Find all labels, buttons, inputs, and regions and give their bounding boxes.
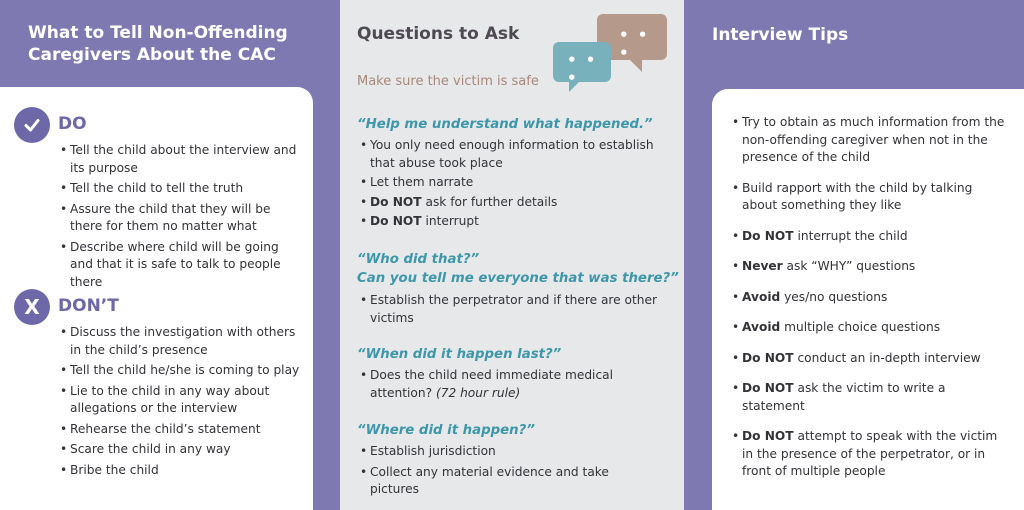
item-emphasis: Never: [742, 259, 783, 273]
list-item: [360, 174, 660, 192]
dont-heading: DON’T: [58, 296, 119, 316]
list-item: [360, 137, 660, 172]
list-item: [360, 194, 660, 212]
middle-column-title: Questions to Ask: [357, 24, 520, 44]
list-item: [732, 228, 1008, 246]
item-emphasis: Do NOT: [742, 381, 794, 395]
list-item: • Collect any material evidence and take pictures: [360, 464, 660, 499]
question-1-list: [360, 137, 660, 233]
item-text: Does the child need immediate medical attention?: [370, 368, 613, 400]
right-column-title: Interview Tips: [712, 25, 849, 45]
item-emphasis: Avoid: [742, 289, 781, 304]
item-note: (72 hour rule): [435, 385, 521, 400]
list-item: • Tell the child about the interview and its purpose: [60, 142, 300, 177]
item-emphasis: Avoid: [742, 320, 781, 334]
left-column-title: What to Tell Non-Offending Caregivers About the CAC: [28, 23, 288, 65]
check-icon: [14, 107, 50, 143]
x-icon: X: [14, 289, 50, 325]
item-text: You only need enough information to establish that abuse took place: [370, 138, 654, 170]
speech-bubble-tail: [628, 58, 642, 72]
item-emphasis: Do NOT: [370, 214, 422, 228]
item-text: Try to obtain as much information from the non-offending caregiver when not in the presence of the child: [742, 115, 1005, 164]
list-item: [732, 380, 1008, 415]
list-item: [732, 428, 1008, 481]
item-text: interrupt the child: [793, 228, 908, 243]
question-when-last: “When did it happen last?”: [357, 347, 562, 362]
list-item: • Establish the perpetrator and if there are other victims: [360, 292, 660, 327]
item-text: conduct an in-depth interview: [793, 350, 981, 365]
dont-list: [60, 324, 300, 482]
list-item: • Rehearse the child’s statement: [60, 421, 300, 439]
question-3-list: [360, 367, 660, 405]
item-text: multiple choice questions: [780, 320, 941, 334]
question-who-line-1: “Who did that?”: [357, 252, 480, 267]
item-text: ask the victim to write a statement: [742, 381, 946, 413]
list-item: [732, 180, 1008, 215]
list-item: • Establish jurisdiction: [360, 443, 660, 461]
item-text: attempt to speak with the victim in the presence of the perpetrator, or in front of multiple people: [742, 429, 998, 478]
item-emphasis: Do NOT: [370, 194, 422, 209]
item-text: Let them narrate: [370, 175, 474, 189]
question-what-happened: “Help me understand what happened.”: [357, 117, 653, 132]
do-list: [60, 142, 300, 294]
list-item: [732, 319, 1008, 337]
question-2-list: [360, 292, 660, 330]
list-item: • Discuss the investigation with others in the child’s presence: [60, 324, 300, 359]
list-item: [732, 114, 1008, 167]
speech-bubble-icon: [553, 42, 611, 87]
do-heading: DO: [58, 114, 87, 134]
list-item: • Tell the child to tell the truth: [60, 180, 300, 198]
item-emphasis: Do NOT: [742, 350, 794, 365]
list-item: [360, 367, 660, 402]
list-item: • Assure the child that they will be there for them no matter what: [60, 201, 300, 236]
bubble-dots: • • •: [619, 26, 650, 62]
question-who-did-that: [357, 250, 679, 288]
item-text: Build rapport with the child by talking about something they like: [742, 180, 973, 212]
list-item: [732, 289, 1008, 307]
list-item: • Describe where child will be going and that it is safe to talk to people there: [60, 239, 300, 292]
safety-subheading: Make sure the victim is safe: [357, 74, 539, 89]
item-text: ask “WHY” questions: [782, 259, 916, 273]
speech-bubble-tail: [569, 80, 581, 92]
list-item: • Tell the child he/she is coming to play: [60, 362, 300, 380]
list-item: [732, 350, 1008, 368]
list-item: [360, 213, 660, 231]
tips-list: [732, 114, 1008, 494]
list-item: [732, 258, 1008, 276]
item-emphasis: Do NOT: [742, 429, 794, 443]
list-item: • Scare the child in any way: [60, 441, 300, 459]
list-item: • Lie to the child in any way about allegations or the interview: [60, 383, 300, 418]
bubble-dots: • • •: [567, 51, 598, 87]
list-item: • Bribe the child: [60, 462, 300, 480]
item-emphasis: Do NOT: [742, 228, 794, 243]
question-where-happened: “Where did it happen?”: [357, 423, 535, 438]
question-4-list: [360, 443, 660, 502]
item-text: interrupt: [421, 214, 479, 228]
item-text: yes/no questions: [780, 289, 888, 304]
question-who-line-2: Can you tell me everyone that was there?”: [357, 271, 679, 286]
item-text: ask for further details: [421, 194, 558, 209]
